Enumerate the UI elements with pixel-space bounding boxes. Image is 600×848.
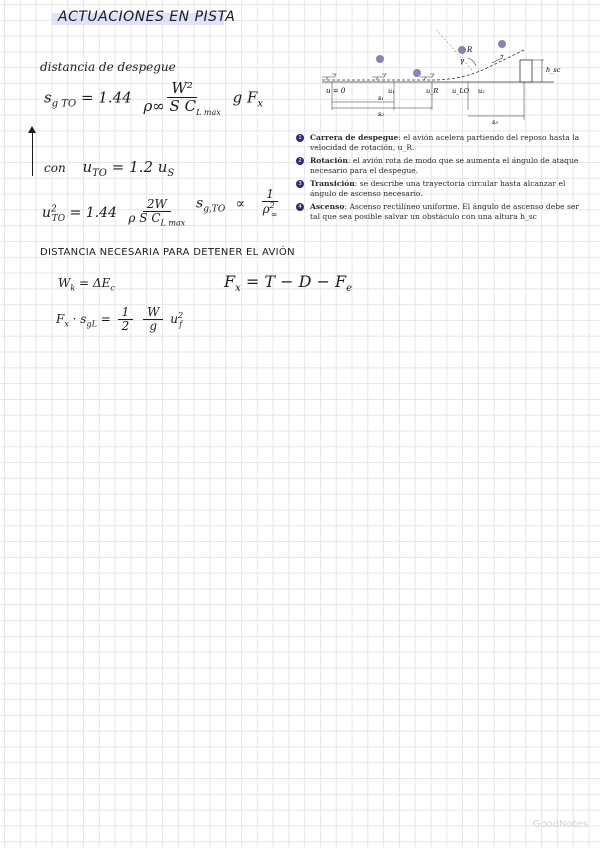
svg-text:γ: γ — [460, 57, 465, 65]
flight-path — [322, 50, 524, 80]
up-arrow-icon — [32, 128, 33, 176]
svg-text:u₁: u₁ — [388, 87, 395, 95]
list-item: 1 Carrera de despegue: el avión acelera partiendo del reposo hasta la velocidad de rotación, u_R. — [296, 133, 586, 153]
svg-text:u₂: u₂ — [478, 87, 485, 95]
number-badge-icon: 3 — [296, 180, 304, 188]
eq-stop-distance: $F_x \cdot s_{gL}$ = $\frac{1}{2}$ $\frac{W}{g}$ $u^2_f$ — [56, 305, 184, 334]
watermark: GoodNotes — [532, 819, 588, 830]
list-item: 2 Rotación: el avión rota de modo que se aumenta el ángulo de ataque necesario para el despegue. — [296, 156, 586, 176]
list-item: 4 Ascenso: Ascenso rectilíneo uniforme. El ángulo de ascenso debe ser tal que sea posible salvar un obstáculo con una altura h_sc — [296, 202, 586, 222]
page-title: ACTUACIONES EN PISTA — [58, 9, 236, 25]
svg-text:u_LO: u_LO — [452, 87, 470, 95]
heading-distance: distancia de despegue — [40, 60, 176, 74]
svg-text:s₂: s₂ — [378, 110, 384, 118]
section-stop-distance: DISTANCIA NECESARIA PARA DETENER EL AVIÓN — [40, 247, 295, 258]
eq-work-energy: $W_k = \Delta E_c$ — [58, 276, 115, 293]
eq-force-balance: $F_x = T - D - F_e$ — [224, 272, 353, 295]
eq-takeoff-speed-squared: $u^2_{TO} = 1.44$ $\frac{2W}{\rho S C_{L max}}$ — [42, 198, 192, 228]
svg-text:s₁: s₁ — [378, 94, 384, 102]
takeoff-diagram — [292, 30, 588, 128]
svg-text:h_sc: h_sc — [546, 66, 561, 74]
eq-takeoff-distance: $s_{g TO} = 1.44$ $\frac{\text{W²}}{\rho\infty S C_{L max}}$ g $F_x$ — [44, 79, 264, 117]
number-badge-icon: 2 — [296, 157, 304, 165]
eq3-fraction: $\frac{2W}{\rho S C_{L max}}$ — [128, 197, 186, 228]
takeoff-phases-list — [296, 133, 586, 225]
airplane-icons — [322, 55, 503, 80]
eq-proportional-density: $s_{g,TO}$ ∝ $\frac{1}{\rho^2_\infty}$ — [196, 188, 284, 219]
svg-text:u_R: u_R — [426, 87, 439, 95]
list-item: 3 Transición: se describe una trayectoria circular hasta alcanzar el ángulo de ascenso necesario. — [296, 179, 586, 199]
position-markers — [376, 40, 506, 77]
eq4-fraction: $\frac{1}{\rho^2_\infty}$ — [262, 187, 278, 219]
obstacle — [520, 60, 532, 82]
svg-text:u = 0: u = 0 — [326, 87, 346, 95]
eq-takeoff-speed: con $u_{TO} = 1.2$ $u_S$ — [44, 158, 175, 179]
takeoff-diagram-svg — [292, 30, 588, 128]
number-badge-icon: 4 — [296, 203, 304, 211]
svg-text:R: R — [467, 46, 473, 54]
number-badge-icon: 1 — [296, 134, 304, 142]
svg-text:s₃: s₃ — [492, 118, 498, 126]
eq1-fraction: $\frac{\text{W²}}{\rho\infty S C_{L max}}$ — [143, 79, 221, 117]
